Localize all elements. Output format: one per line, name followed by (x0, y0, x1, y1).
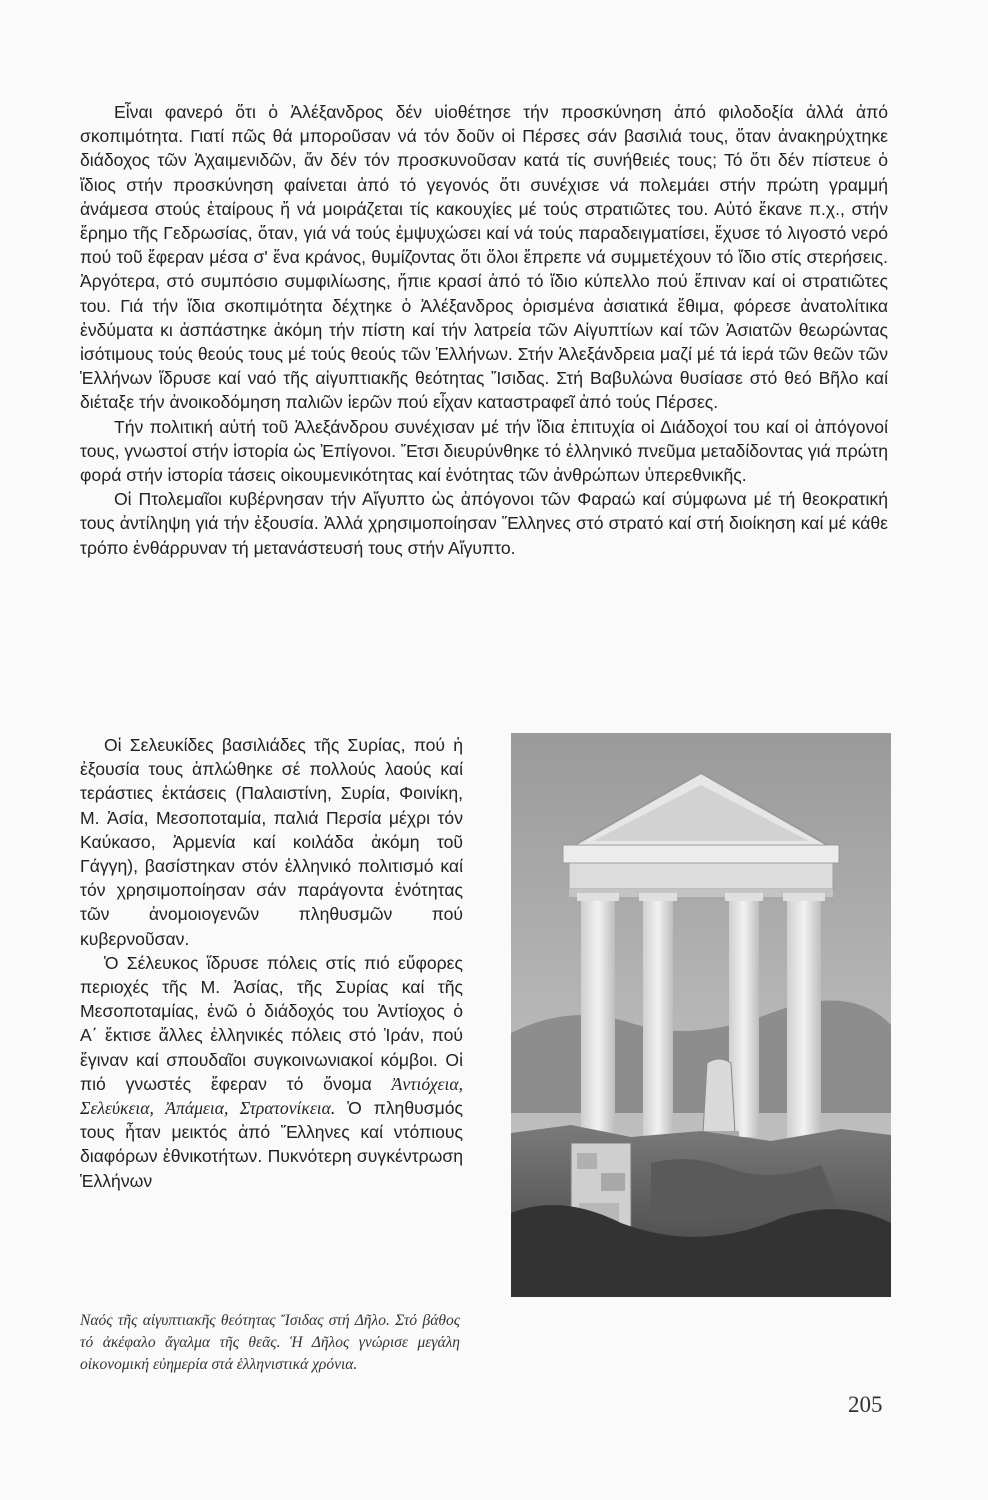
paragraph-alexander: Εἶναι φανερό ὅτι ὁ Ἀλέξανδρος δέν υἱοθέτησε τήν προσκύνηση ἀπό φιλοδοξία ἀλλά ἀπό σκοπιμότητα. Γιατί πῶς θά μποροῦσαν νά τόν δοῦν οἱ Πέρσες σάν βασιλιά τους, ὅταν ἀνακηρύχτηκε διάδοχος τῶν Ἀχαιμενιδῶν, ἄν δέν τόν προσκυνοῦσαν κατά τίς συνήθειές τους; Τό ὅτι δέν πίστευε ὁ ἴδιος στήν προσκύνηση φαίνεται ἀπό τό γεγονός ὅτι συνέχισε νά πολεμάει στήν πρώτη γραμμή ἀνάμεσα στούς ἑταίρους ἤ νά μοιράζεται τίς κακουχίες μέ τούς στρατιῶτες του. Αὐτό ἔκανε π.χ., στήν ἔρημο τῆς Γεδρωσίας, ὅταν, γιά νά τούς ἐμψυχώσει καί νά τούς παραδειγματίσει, ἔχυσε τό λιγοστό νερό πού τοῦ ἔφεραν μέσα σ' ἕνα κράνος, θυμίζοντας ὅτι ὅλοι ἔπρεπε νά συμμετέχουν τό ἴδιο στίς στερήσεις. Ἀργότερα, στό συμπόσιο συμφιλίωσης, ἤπιε κρασί ἀπό τό ἴδιο κύπελλο πού ἔπιναν καί οἱ στρατιῶτες του. Γιά τήν ἴδια σκοπιμότητα δέχτηκε ὁ Ἀλέξανδρος ὁρισμένα ἀσιατικά ἔθιμα, φόρεσε ἀνατολίτικα ἐνδύματα κι ἀσπάστηκε ἀκόμη τήν πίστη καί τήν λατρεία τῶν Αἰγυπτίων καί τῶν Ἀσιατῶν θεωρώντας ἰσότιμους τούς θεούς τους μέ τούς θεούς τῶν Ἑλλήνων. Στήν Ἀλεξάνδρεια μαζί μέ τά ἱερά τῶν θεῶν τῶν Ἑλλήνων ἵδρυσε καί ναό τῆς αἰγυπτιακῆς θεότητας Ἴσιδας. Στή Βαβυλώνα θυσίασε στό θεό Βῆλο καί διέταξε τήν ἀνοικοδόμηση παλιῶν ἱερῶν πού εἶχαν καταστραφεῖ ἀπό τούς Πέρσες. (80, 102, 888, 413)
paragraph-seleucus-cities (80, 951, 463, 1193)
entablature (563, 845, 839, 863)
paragraph-successors: Τήν πολιτική αὐτή τοῦ Ἀλεξάνδρου συνέχισαν μέ τήν ἴδια ἐπιτυχία οἱ Διάδοχοί του καί οἱ ἀπόγονοί τους, γνωστοί στήν ἱστορία ὡς Ἐπίγονοι. Ἔτσι διευρύνθηκε τό ἑλληνικό πνεῦμα μεταδίδοντας γιά πρώτη φορά στήν ἱστορία τάσεις οἰκουμενικότητας καί ἑνότητας τῶν ἀνθρώπων ὑπερεθνικῆς. (80, 416, 888, 486)
column-text (80, 733, 463, 1193)
page-number: 205 (848, 1392, 883, 1417)
main-text (80, 100, 888, 560)
paragraph-seleucids: Οἱ Σελευκίδες βασιλιάδες τῆς Συρίας, πού ἡ ἐξουσία τους ἁπλώθηκε σέ πολλούς λαούς καί τεράστιες ἐκτάσεις (Παλαιστίνη, Συρία, Φοινίκη, Μ. Ἀσία, Μεσοποταμία, παλιά Περσία μέχρι τόν Καύκασο, Ἀρμενία καί κοιλάδα ἀκόμη τοῦ Γάγγη), βασίστηκαν στόν ἑλληνικό πολιτισμό καί τόν χρησιμοποίησαν σάν παράγοντα ἑνότητας τῶν ἀνομοιογενῶν πληθυσμῶν πού κυβερνοῦσαν. (80, 735, 463, 949)
city-names-italic: Ἀντιόχεια, Σελεύκεια, Ἀπάμεια, Στρατονίκεια. (80, 1073, 464, 1119)
temple-photograph (511, 733, 891, 1297)
headless-statue (703, 1059, 735, 1133)
temple-of-isis-image (511, 733, 891, 1297)
cities-text-before: Ὁ Σέλευκος ἵδρυσε πόλεις στίς πιό εὔφορες περιοχές τῆς Μ. Ἀσίας, τῆς Συρίας καί τῆς Μεσοποταμίας, ἐνῶ ὁ διάδοχός του Ἀντίοχος ὁ Α΄ ἔκτισε ἄλλες ἑλληνικές πόλεις στό Ἰράν, πού ἔγιναν καί σπουδαῖοι συγκοινωνιακοί κόμβοι. Οἱ πιό γνωστές ἔφεραν τό ὄνομα (80, 952, 463, 1094)
paragraph-ptolemies: Οἱ Πτολεμαῖοι κυβέρνησαν τήν Αἴγυπτο ὡς ἀπόγονοι τῶν Φαραώ καί σύμφωνα μέ τή θεοκρατική τους ἀντίληψη γιά τήν ἐξουσία. Ἀλλά χρησιμοποίησαν Ἕλληνες στό στρατό καί στή διοίκηση καί μέ κάθε τρόπο ἐνθάρρυναν τή μετανάστευσή τους στήν Αἴγυπτο. (80, 489, 888, 558)
cities-text-after: Ὁ πληθυσμός τους ἦταν μεικτός ἀπό Ἕλληνες καί ντόπιους διαφόρων ἐθνικοτήτων. Πυκνότερη συγκέντρωση Ἑλλήνων (80, 1098, 463, 1191)
photo-caption: Ναός τῆς αἰγυπτιακῆς θεότητας Ἴσιδας στή Δῆλο. Στό βάθος τό ἀκέφαλο ἄγαλμα τῆς θεᾶς. Ἡ Δῆλος γνώρισε μεγάλη οἰκονομική εὐημερία στά ἑλληνιστικά χρόνια. (80, 1312, 460, 1373)
